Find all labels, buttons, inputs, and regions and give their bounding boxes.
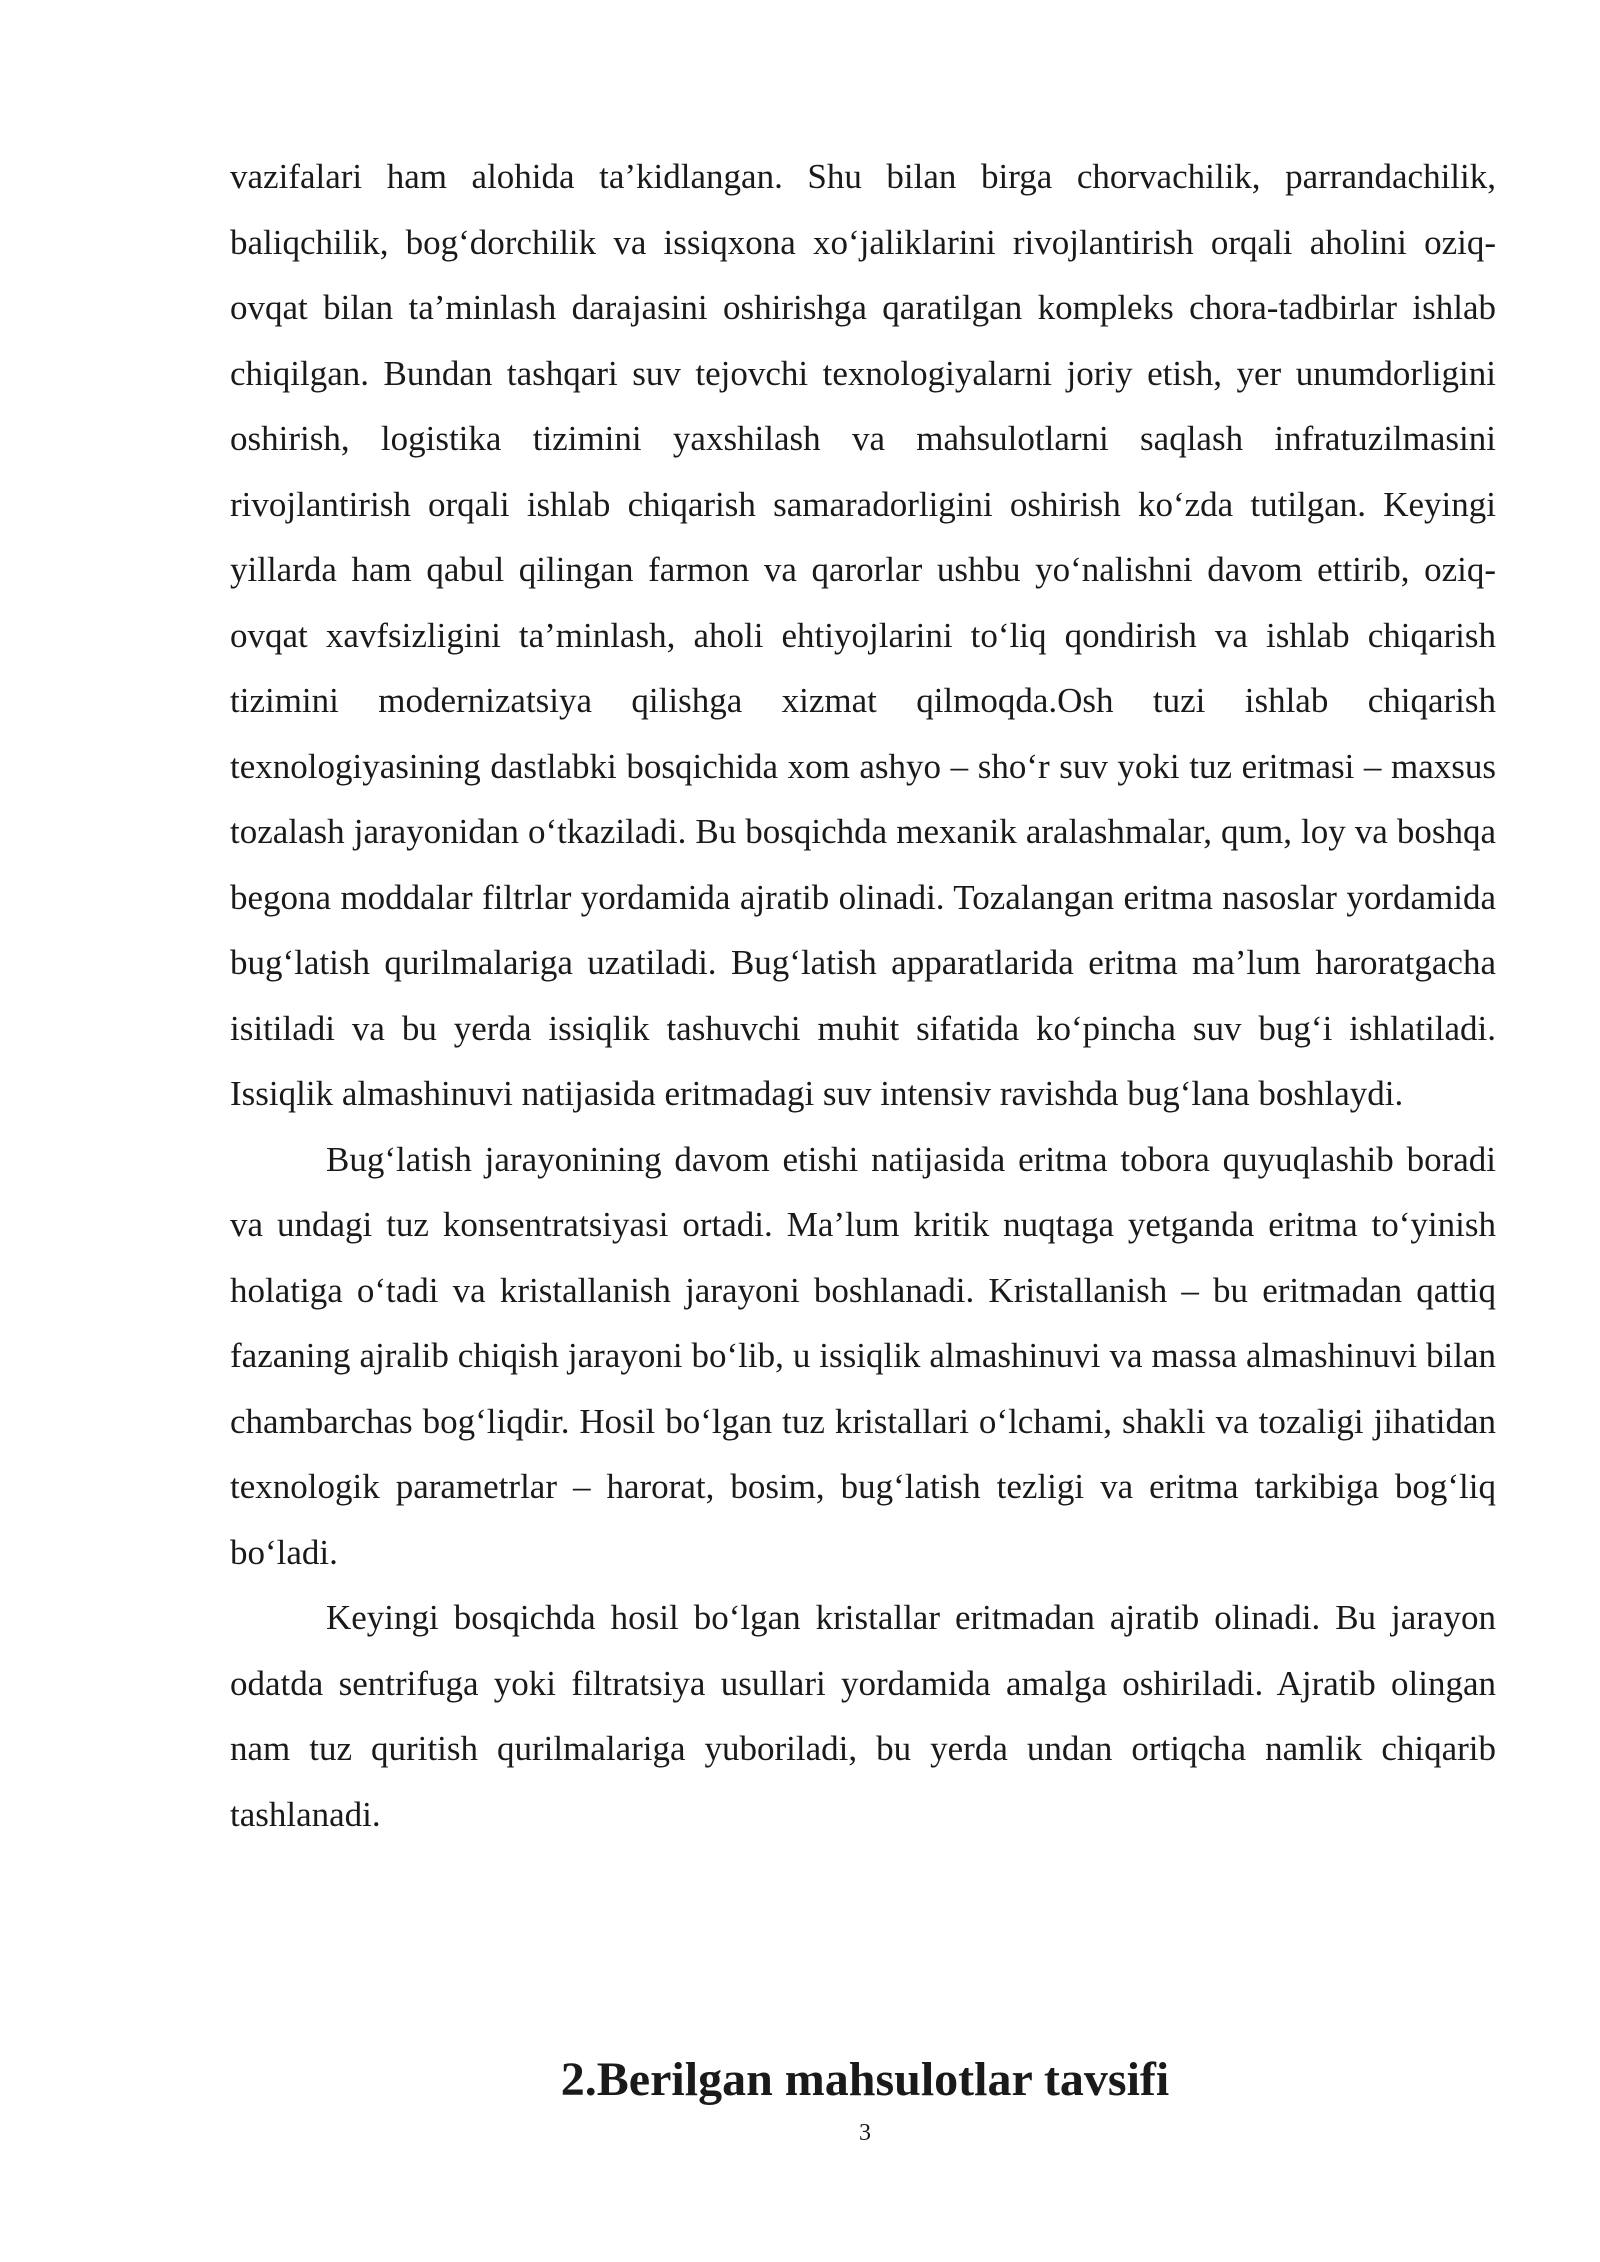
paragraph-1: vazifalari ham alohida ta’kidlangan. Shu bilan birga chorvachilik, parrandachilik, baliqchilik, bog‘dorchilik va issiqxona xo‘jaliklarini rivojlantirish orqali aholini oziq-ovqat bilan ta’minlash darajasini oshirishga qaratilgan kompleks chora-tadbirlar ishlab chiqilgan. Bundan tashqari suv tejovchi texnologiyalarni joriy etish, yer unumdorligini oshirish, logistika tizimini yaxshilash va mahsulotlarni saqlash infratuzilmasini rivojlantirish orqali ishlab chiqarish samaradorligini oshirish ko‘zda tutilgan. Keyingi yillarda ham qabul qilingan farmon va qarorlar ushbu yo‘nalishni davom ettirib, oziq-ovqat xavfsizligini ta’minlash, aholi ehtiyojlarini to‘liq qondirish va ishlab chiqarish tizimini modernizatsiya qilishga xizmat qilmoqda.Osh tuzi ishlab chiqarish texnologiyasining dastlabki bosqichida xom ashyo – sho‘r suv yoki tuz eritmasi – maxsus tozalash jarayonidan o‘tkaziladi. Bu bosqichda mexanik aralashmalar, qum, loy va boshqa begona moddalar filtrlar yordamida ajratib olinadi. Tozalangan eritma nasoslar yordamida bug‘latish qurilmalariga uzatiladi. Bug‘latish apparatlarida eritma ma’lum haroratgacha isitiladi va bu yerda issiqlik tashuvchi muhit sifatida ko‘pincha suv bug‘i ishlatiladi. Issiqlik almashinuvi natijasida eritmadagi suv intensiv ravishda bug‘lana boshlaydi. (230, 157, 1496, 1113)
paragraph-2: Bug‘latish jarayonining davom etishi natijasida eritma tobora quyuqlashib boradi va undagi tuz konsentratsiyasi ortadi. Ma’lum kritik nuqtaga yetganda eritma to‘yinish holatiga o‘tadi va kristallanish jarayoni boshlanadi. Kristallanish – bu eritmadan qattiq fazaning ajralib chiqish jarayoni bo‘lib, u issiqlik almashinuvi va massa almashinuvi bilan chambarchas bog‘liqdir. Hosil bo‘lgan tuz kristallari o‘lchami, shakli va tozaligi jihatidan texnologik parametrlar – harorat, bosim, bug‘latish tezligi va eritma tarkibiga bog‘liq bo‘ladi. (230, 1139, 1496, 1572)
page-number: 3 (859, 2120, 871, 2146)
section-heading: 2.Berilgan mahsulotlar tavsifi (560, 2053, 1170, 2106)
paragraph-3: Keyingi bosqichda hosil bo‘lgan kristallar eritmadan ajratib olinadi. Bu jarayon odatda sentrifuga yoki filtratsiya usullari yordamida amalga oshiriladi. Ajratib olingan nam tuz quritish qurilmalariga yuboriladi, bu yerda undan ortiqcha namlik chiqarib tashlanadi. (230, 1598, 1496, 1834)
body-text (230, 144, 1496, 1847)
